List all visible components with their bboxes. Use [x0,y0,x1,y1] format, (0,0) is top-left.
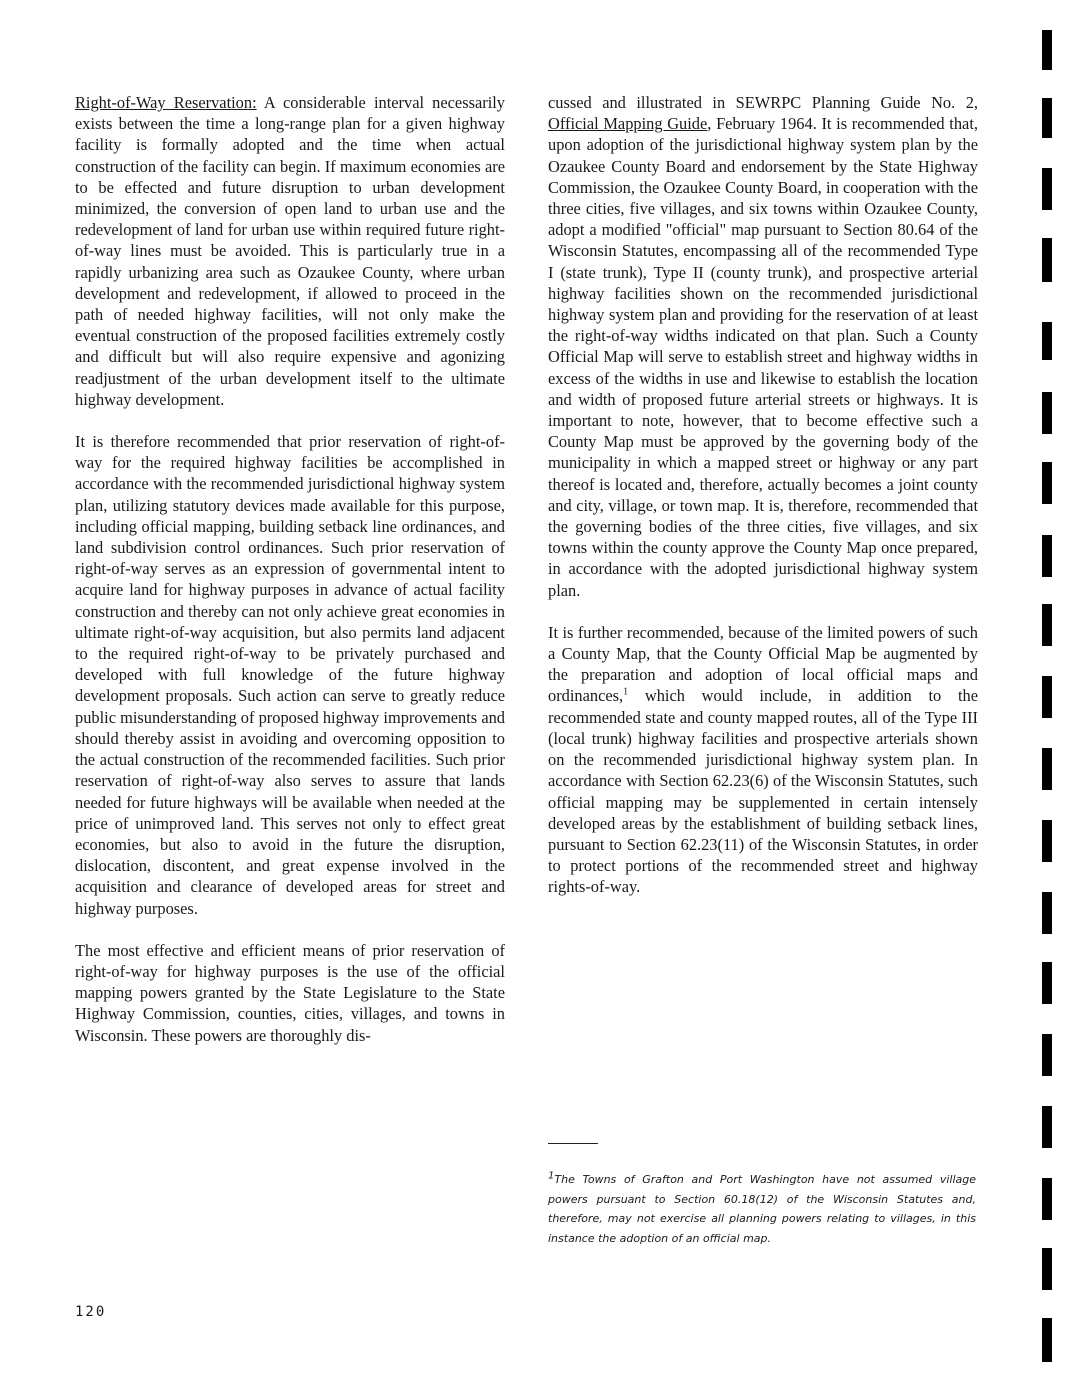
paragraph-local-official-maps [548,622,978,898]
binder-mark [1042,98,1052,138]
paragraph-county-official-map [548,92,978,601]
binder-mark [1042,462,1052,504]
binder-mark [1042,535,1052,577]
binder-mark [1042,238,1052,282]
paragraph-prior-reservation: It is therefore recommended that prior reservation of right-of-way for the required highway facilities be accomplished in accordance with the recommended jurisdictional highway system plan, utilizing statutory devices made available for this purpose, including official mapping, building setback line ordinances, and land subdivision control ordinances. Such prior reservation of right-of-way serves as an expression of governmental intent to acquire land for highway purposes in advance of actual facility construction and thereby can not only achieve great economies in ultimate right-of-way acquisition, but also permits land adjacent to the required right-of-way to be privately purchased and developed with full knowledge of the future highway development proposals. Such action can serve to greatly reduce public misunderstanding of proposed highway improvements and should thereby assist in avoiding and overcoming opposition to the actual construction of the recommended facilities. Such prior reservation of right-of-way also serves to assure that lands needed for future highways will be available when needed at the price of unimproved land. This serves not only to effect great economies, but also to avoid in the future the disruption, dislocation, discontent, and great expense involved in the acquisition and clearance of developed areas for street and highway purposes. [75,432,505,918]
footnote-text: The Towns of Grafton and Port Washington have not assumed village powers pursuant to Section 60.18(12) of the Wisconsin Statutes and, therefore, may not exercise all planning powers relating to villages, in this instance the adoption of an official map. [548,1173,976,1245]
page-number: 120 [75,1304,107,1320]
guide-title: Official Mapping Guide [548,114,708,134]
binder-mark [1042,1034,1052,1076]
paragraph-text: It is further recommended, because of the limited powers of such a County Map, that the County Official Map be augmented by the preparation and adoption of local official maps and ordinances, [548,622,978,706]
binder-mark [1042,820,1052,862]
footnote [548,1170,976,1248]
paragraph-text: cussed and illustrated in SEWRPC Planning Guide No. 2, [548,93,978,112]
footnote-marker: 1 [548,1170,555,1182]
paragraph-text: which would include, in addition to the recommended state and county mapped routes, all of the Type III (local trunk) highway facilities and prospective arterials shown on the recommended jurisdictional highway system plan. In accordance with Section 62.23(6) of the Wisconsin Statutes, such official mapping may be supplemented in certain intensely developed areas by the establishment of building setback lines, pursuant to Section 62.23(11) of the Wisconsin Statutes, in order to protect portions of the recommended street and highway rights-of-way. [548,686,978,897]
binder-mark [1042,748,1052,790]
right-column [548,92,978,919]
binder-mark [1042,30,1052,70]
footnote-reference: 1 [623,687,629,699]
footnote-divider [548,1143,598,1144]
binder-mark [1042,1248,1052,1290]
binder-mark [1042,168,1052,210]
binder-mark [1042,962,1052,1004]
binder-mark [1042,1318,1052,1362]
binder-mark [1042,892,1052,934]
section-heading: Right-of-Way Reservation: [75,93,257,112]
binder-mark [1042,392,1052,434]
paragraph-text: , February 1964. It is recommended that, upon adoption of the jurisdictional highway system plan by the Ozaukee County Board and endorsement by the State Highway Commission, the Ozaukee County Board, in cooperation with the three cities, five villages, and six towns within Ozaukee County, adopt a modified "official" map pursuant to Section 80.64 of the Wisconsin Statutes, encompassing all of the recommended Type I (state trunk), Type II (county trunk), and prospective arterial highway facilities shown on the recommended jurisdictional highway system plan and providing for the reservation of at least the right-of-way widths indicated on that plan. Such a County Official Map will serve to establish street and highway widths in excess of the widths in use and likewise to establish the location and width of proposed future arterial streets or highways. It is important to note, however, that to become effective such a County Map must be approved by the governing body of the municipality in which a mapped street or highway or any part thereof is located and, therefore, actually becomes a joint county and city, village, or town map. It is, therefore, recommended that the governing bodies of the three cities, five villages, and six towns within the county approve the County Map once prepared, in accordance with the adopted jurisdictional highway system plan. [548,114,978,600]
binder-mark [1042,1178,1052,1220]
paragraph-row-reservation [75,92,505,410]
paragraph-text: A considerable interval necessarily exists between the time a long-range plan for a given highway facility is formally adopted and the time when actual construction of the facility can begin. If maximum economies are to be effected and future disruption to urban development minimized, the conversion of open land to urban use and the redevelopment of land for urban use within required future right-of-way lines must be avoided. This is particularly true in a rapidly urbanizing area such as Ozaukee County, where urban development and redevelopment, if allowed to proceed in the path of needed highway facilities, will not only make the eventual construction of the proposed facilities extremely costly and difficult but will also require expensive and agonizing readjustment of the urban development itself to the ultimate highway development. [75,93,505,409]
binder-mark [1042,322,1052,360]
paragraph-official-mapping: The most effective and efficient means of prior reservation of right-of-way for highway purposes is the use of the official mapping powers granted by the State Legislature to the State Highway Commission, counties, cities, villages, and towns in Wisconsin. These powers are thoroughly dis- [75,940,505,1045]
left-column [75,92,505,1067]
binder-mark [1042,604,1052,646]
binder-mark [1042,1106,1052,1148]
binder-mark [1042,676,1052,718]
